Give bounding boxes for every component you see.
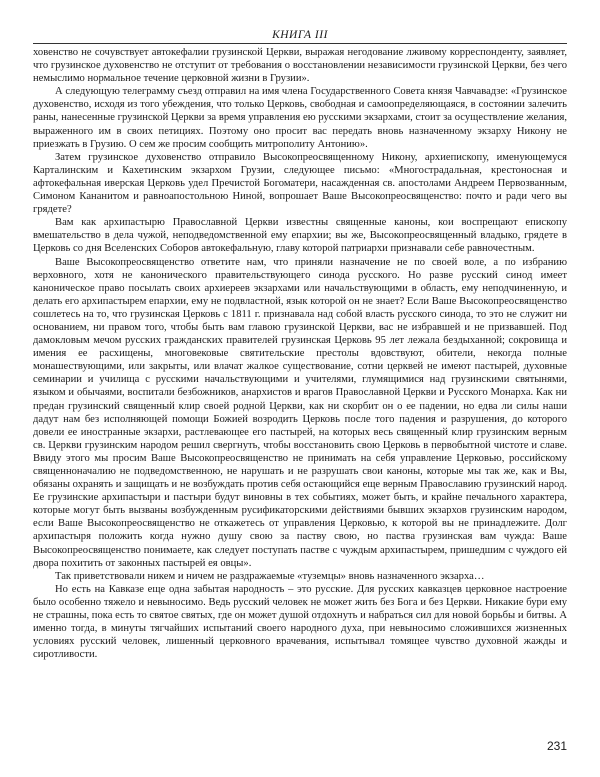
paragraph: Вам как архипастырю Православной Церкви известны священные каноны, кои воспрещают епископу вмешательство в дела чужой, неподведомственной ему епархии; вы же, Высокопреосвященный владыко, грядете в Церковь со дня Вселенских Соборов автокефальную, главу которой патриархи признавали себе равночестным. xyxy=(33,217,567,255)
paragraph: А следующую телеграмму съезд отправил на имя члена Государственного Совета князя Чавчавадзе: «Грузинское духовенство, исходя из того убеждения, что только Церковь, свободная и самоопределяющаяся, в состоянии залечить раны, нанесенные грузинской Церкви за время управления ею русскими экзархами, стоит за осуществление желания, выраженного им в своих петициях. Поэтому оно просит вас передать вновь назначенному экзарху Никону не приезжать в Грузию. О сем же просим сообщить митрополиту Антонию». xyxy=(33,86,567,150)
paragraph: Затем грузинское духовенство отправило Высокопреосвященному Никону, архиепископу, именующемуся Карталинским и Кахетинским экзархом Грузии, следующее письмо: «Многострадальная, крестоносная и афтокефальная иверская Церковь удел Пречистой Богоматери, насажденная св. апостолами Андреем Первозванным, Симоном Кананитом и равноапостольною Ниной, вопрошает Ваше Высокопреосвященство: почто и ради чего вы грядете? xyxy=(33,151,567,216)
page-number: 231 xyxy=(546,739,567,753)
running-head xyxy=(33,29,567,44)
paragraph: Так приветствовали никем и ничем не раздражаемые «туземцы» вновь назначенного экзарха… xyxy=(55,570,485,582)
paragraph: Но есть на Кавказе еще одна забытая народность – это русские. Для русских кавказцев церковное настроение было особенно тяжело и невыносимо. Ведь русский человек не может жить без Бога и без Церкви. Никакие бури ему не страшны, пока есть то святое святых, где он может душой отдохнуть и набраться сил для новой борьбы и битвы. А именно тогда, в минуты тягчайших испытаний своего народного духа, при невыносимо сложившихся жизненных условиях русский человек, лишенный церковного врачевания, испытывал томящее чувство духовной жажды и сиротливости. xyxy=(33,583,567,661)
body-text xyxy=(33,46,567,661)
paragraph: ховенство не сочувствует автокефалии грузинской Церкви, выражая негодование лживому корреспонденту, заявляет, что грузинское духовенство не отступит от требования о восстановлении независимости грузинской Церкви, без чего немыслимо нормальное течение церковной жизни в Грузии». xyxy=(33,47,567,85)
running-title: КНИГА III xyxy=(272,29,328,41)
paragraph: Ваше Высокопреосвященство ответите нам, что приняли назначение не по своей воле, а по избранию верховного, хотя не канонического правительствующего синода русского. Но разве русский синод имеет каноническое право посылать своих архиереев экзархами или начальствующими в область, ему неподчиненную, и делать его архипастырем епархии, ему не подвластной, язык которой он не знает? Если Ваше Высокопреосвященство сошлетесь на то, что грузинская Церковь с 1811 г. признавала над собой власть русского синода, то это не служит ни основанием, ни правом того, чтобы быть вам главою грузинской Церкви, вас не избравшей и не призвавшей. Под дамокловым мечом русских гражданских правителей грузинская Церковь 95 лет лежала бездыханной; сокровища и имения ее расхищены, многовековые святительские престолы вдовствуют, обители, некогда полные монашествующими, или закрыты, или влачат жалкое существование, сотни церквей не имеют пастырей, духовные семинарии и училища с русскими начальствующими и учителями, глумящимися над грузинскими святынями, языком и обычаями, воспитали безбожников, анархистов и врагов Православной Церкви и Русского Монарха. Как ни предан грузинский священный клир своей родной Церкви, как ни скорбит он о ее падении, но едва ли силы наши дадут нам без исполняющей помощи Божией возродить Церковь после того падения и разрушения, до которого довели ее иностранные экзархи, растлевающее его пастырей, на которых весь священный клир грузинским верным св. Церкви грузинским народом решил свергнуть, чтобы восстановить свою Церковь в первобытной чистоте и славе. Ввиду этого мы просим Ваше Высокопреосвященство не принимать на себя управление Церковью, российскому священноначалию не подведомственною, не нарушать и не разрушать свои каноны, которые мы так же, как и Вы, обязаны охранять и защищать и не возбуждать против себя остающийся еще верным Православию грузинский народ. Ее грузинские архипастыри и пастыри будут виновны в тех событиях, может быть, и крайне печального характера, которые могут быть вызваны возбужденным русификаторскими действиями бывших экзархов грузинским народом, если Ваше Высокопреосвященство не откажетесь от управления Церковью, к которой вы не принадлежите. Долг архипастыря положить когда нужно душу свою за паству свою, но паства грузинская вам чужда: Ваше Высокопреосвященство понимаете, как следует поступать пастве с чуждым архипастырем, пришедшим с чуждого ей двора похитить от законных пастырей ея овцы». xyxy=(33,256,567,569)
